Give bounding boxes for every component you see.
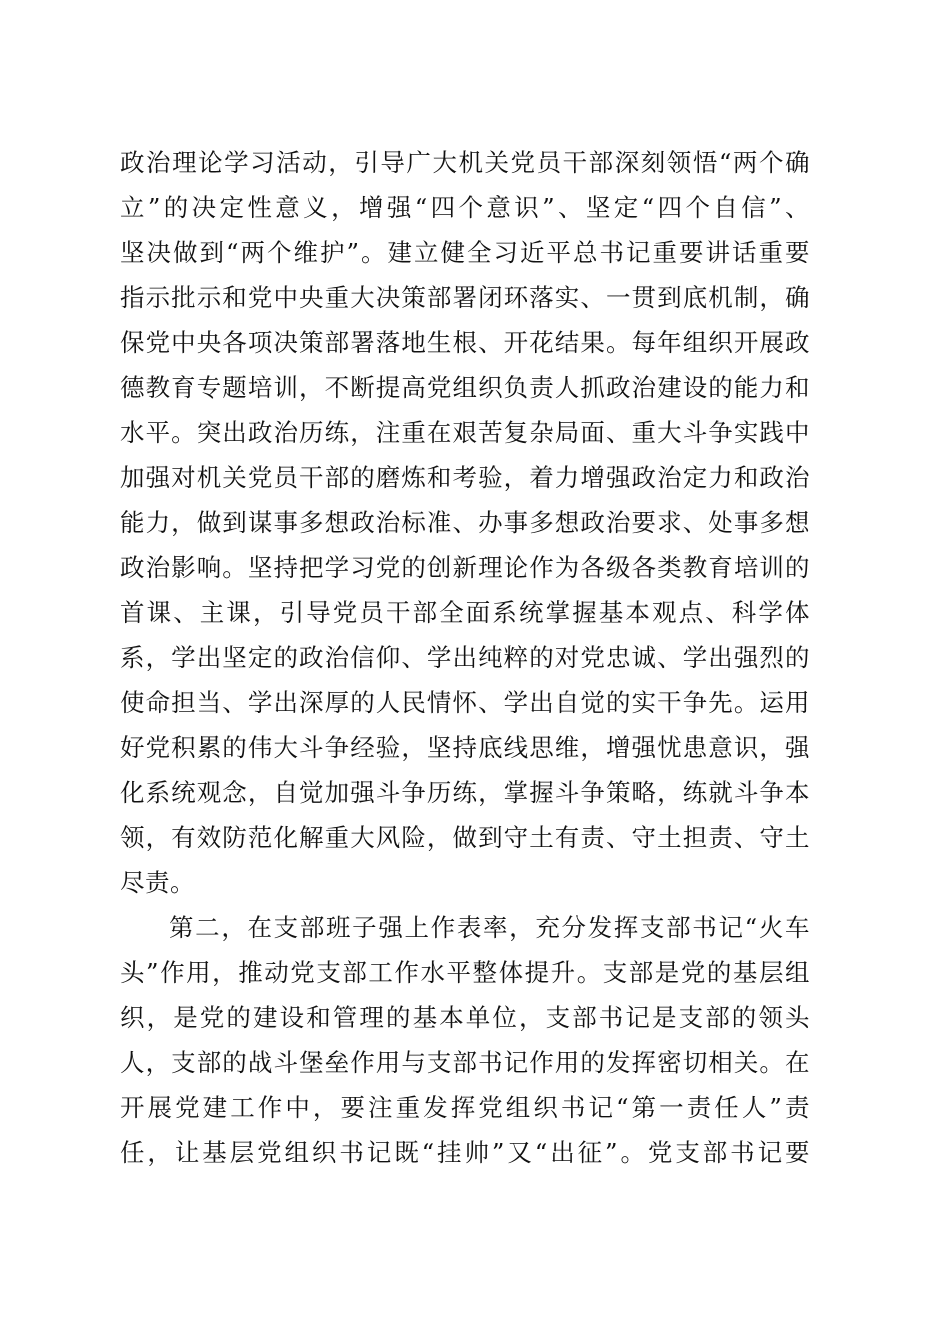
text-line: 任，让基层党组织书记既“挂帅”又“出征”。党支部书记要 [120,1138,810,1167]
text-line: 系，学出坚定的政治信仰、学出纯粹的对党忠诚、学出强烈的 [120,643,810,672]
text-line: 开展党建工作中，要注重发挥党组织书记“第一责任人”责 [120,1093,810,1122]
body-text [120,140,810,1175]
text-line: 指示批示和党中央重大决策部署闭环落实、一贯到底机制，确 [120,283,810,312]
paragraph-2 [120,905,810,1175]
text-line: 好党积累的伟大斗争经验，坚持底线思维，增强忧患意识，强 [120,733,810,762]
text-line: 领，有效防范化解重大风险，做到守土有责、守土担责、守土 [120,823,810,852]
text-line: 头”作用，推动党支部工作水平整体提升。支部是党的基层组 [120,958,810,987]
text-line: 政治理论学习活动，引导广大机关党员干部深刻领悟“两个确 [120,148,810,177]
text-line: 德教育专题培训，不断提高党组织负责人抓政治建设的能力和 [120,373,810,402]
text-line: 尽责。 [120,868,195,897]
paragraph-1 [120,140,810,905]
text-line: 坚决做到“两个维护”。建立健全习近平总书记重要讲话重要 [120,238,810,267]
text-line: 政治影响。坚持把学习党的创新理论作为各级各类教育培训的 [120,553,810,582]
text-line: 使命担当、学出深厚的人民情怀、学出自觉的实干争先。运用 [120,688,810,717]
text-line: 水平。突出政治历练，注重在艰苦复杂局面、重大斗争实践中 [120,418,810,447]
text-line: 人，支部的战斗堡垒作用与支部书记作用的发挥密切相关。在 [120,1048,810,1077]
text-line: 保党中央各项决策部署落地生根、开花结果。每年组织开展政 [120,328,810,357]
text-line: 首课、主课，引导党员干部全面系统掌握基本观点、科学体 [120,598,810,627]
text-line: 立”的决定性意义，增强“四个意识”、坚定“四个自信”、 [120,193,810,222]
text-line: 织，是党的建设和管理的基本单位，支部书记是支部的领头 [120,1003,810,1032]
text-line: 能力，做到谋事多想政治标准、办事多想政治要求、处事多想 [120,508,810,537]
text-line: 化系统观念，自觉加强斗争历练，掌握斗争策略，练就斗争本 [120,778,810,807]
text-line: 第二，在支部班子强上作表率，充分发挥支部书记“火车 [169,913,810,942]
text-line: 加强对机关党员干部的磨炼和考验，着力增强政治定力和政治 [120,463,810,492]
